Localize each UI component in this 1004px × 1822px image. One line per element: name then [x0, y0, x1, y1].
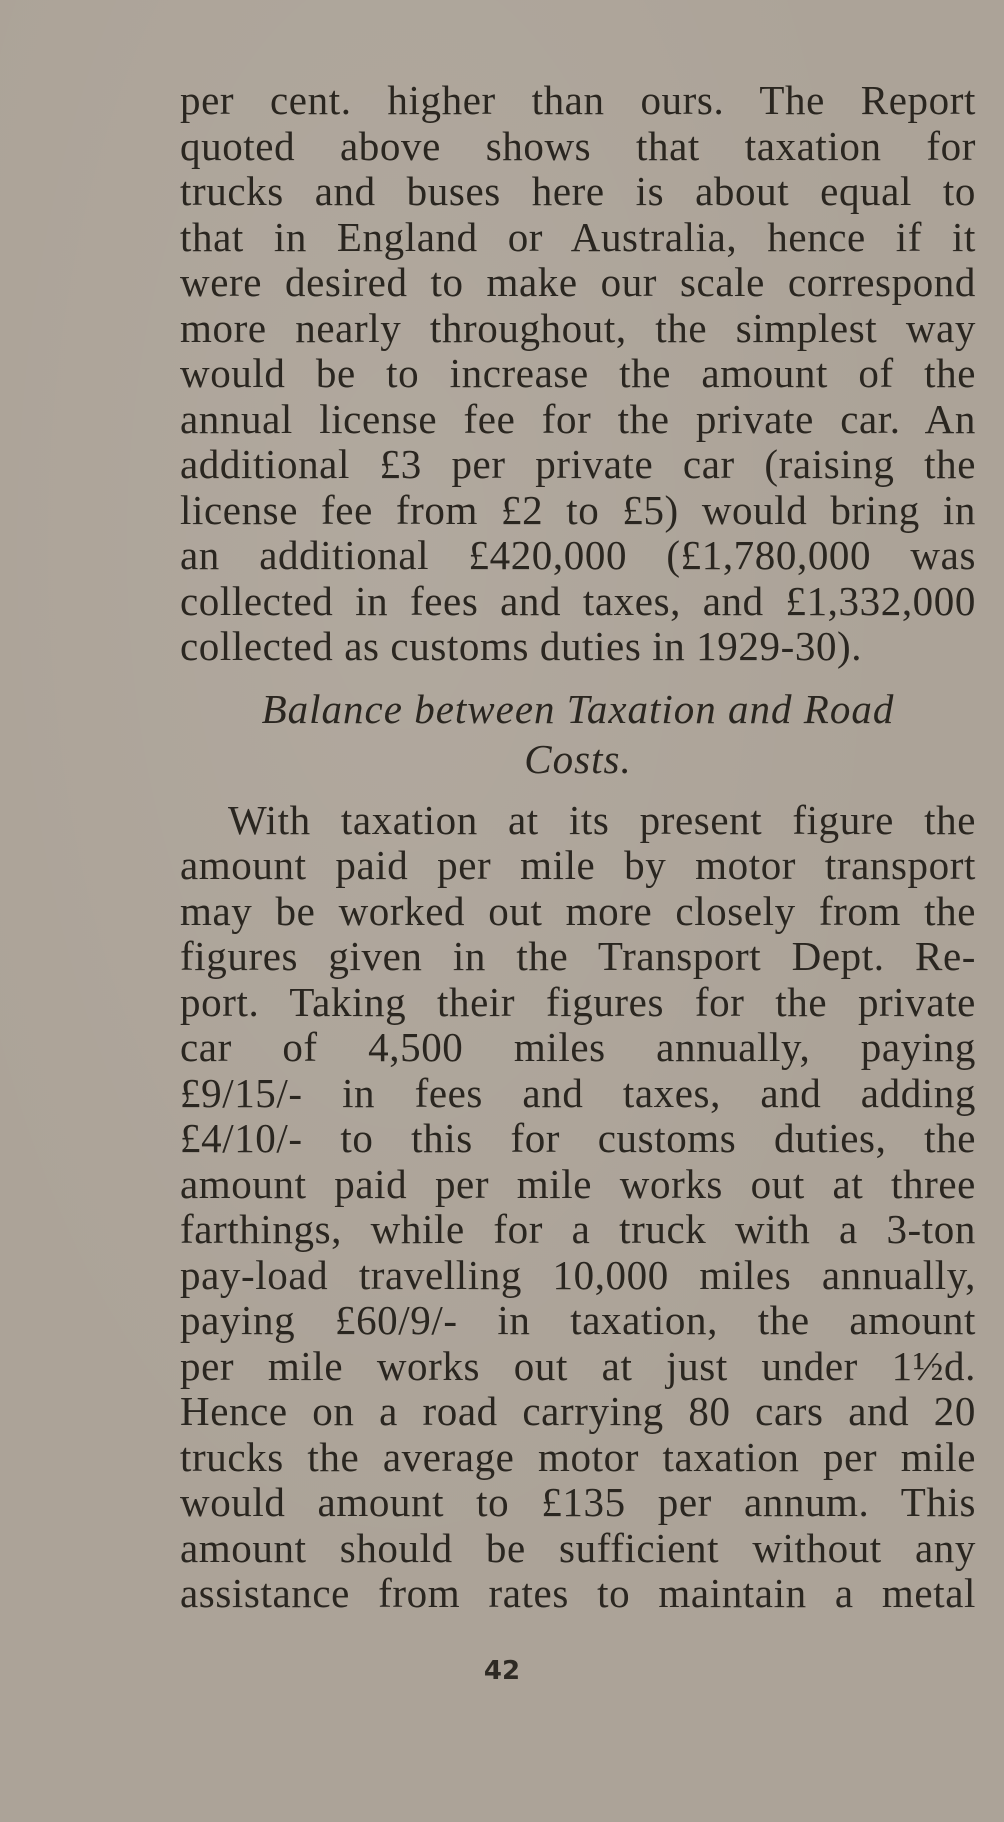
- text-line: more nearly throughout, the simplest way: [180, 304, 976, 351]
- text-line: may be worked out more closely from the: [180, 887, 976, 934]
- text-line: amount paid per mile by motor transport: [180, 842, 976, 888]
- paragraph-1: [180, 78, 976, 670]
- section-heading-line-1: Balance between Taxation and Road: [261, 685, 895, 732]
- text-line: £4/10/- to this for customs duties, the: [180, 1115, 976, 1161]
- text-line: pay-load travelling 10,000 miles annually,: [180, 1251, 976, 1298]
- text-line: annual license fee for the private car. An: [180, 395, 976, 442]
- text-line: would amount to £135 per annum. This: [180, 1479, 976, 1525]
- paragraph-2: [180, 798, 976, 1617]
- text-line: paying £60/9/- in taxation, the amount: [180, 1297, 976, 1343]
- text-line: license fee from £2 to £5) would bring in: [180, 486, 976, 533]
- text-line: an additional £420,000 (£1,780,000 was: [180, 532, 976, 578]
- text-line: farthings, while for a truck with a 3-ton: [180, 1206, 976, 1252]
- text-line: per cent. higher than ours. The Report: [180, 77, 976, 123]
- text-line: that in England or Australia, hence if it: [180, 213, 976, 260]
- text-line: trucks and buses here is about equal to: [180, 168, 976, 214]
- text-line: were desired to make our scale correspond: [180, 259, 976, 305]
- text-line: £9/15/- in fees and taxes, and adding: [180, 1069, 976, 1116]
- text-line: trucks the average motor taxation per mile: [180, 1433, 976, 1480]
- text-line: amount paid per mile works out at three: [180, 1160, 976, 1207]
- text-line: would be to increase the amount of the: [180, 350, 976, 396]
- text-line: car of 4,500 miles annually, paying: [180, 1024, 976, 1070]
- text-line: Hence on a road carrying 80 cars and 20: [180, 1388, 976, 1434]
- text-line: quoted above shows that taxation for: [180, 122, 976, 169]
- text-line: additional £3 per private car (raising the: [180, 441, 976, 487]
- text-line: figures given in the Transport Dept. Re-: [180, 933, 976, 979]
- page-number: 42: [483, 1656, 521, 1686]
- text-line: per mile works out at just under 1½d.: [180, 1342, 976, 1389]
- text-line: assistance from rates to maintain a metal: [180, 1570, 976, 1616]
- section-heading-line-2: Costs.: [524, 735, 632, 782]
- section-heading: [180, 684, 976, 784]
- text-line: amount should be sufficient without any: [180, 1524, 976, 1571]
- text-line: With taxation at its present figure the: [228, 796, 976, 843]
- body-text: [180, 78, 976, 1617]
- text-line: collected as customs duties in 1929-30).: [180, 623, 863, 669]
- text-line: port. Taking their figures for the private: [180, 978, 976, 1025]
- text-line: collected in fees and taxes, and £1,332,000: [180, 577, 976, 624]
